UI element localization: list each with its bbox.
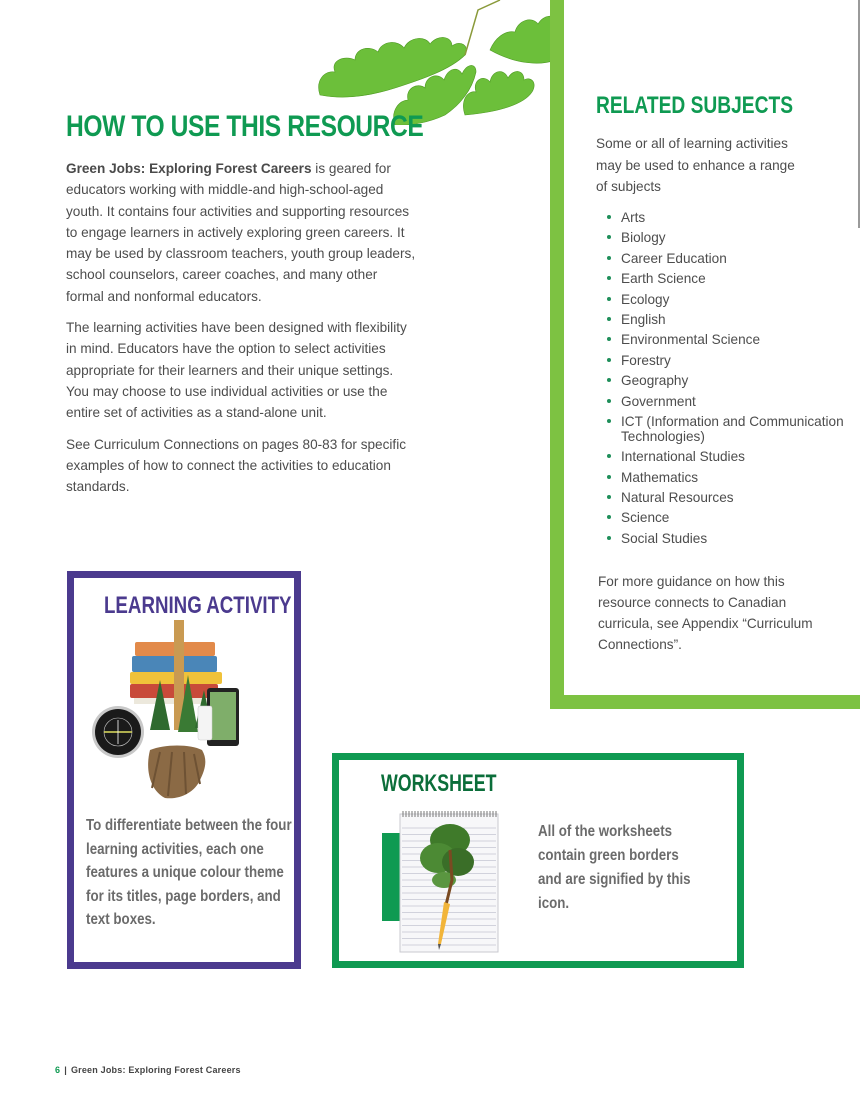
learning-activity-illustration-icon: [90, 620, 250, 800]
subject-item: [606, 271, 846, 286]
related-subjects-intro: Some or all of learning activities may be used to enhance a range of subjects: [596, 136, 795, 194]
bullet-icon: [607, 475, 611, 479]
subject-item: [606, 230, 846, 245]
subject-label: English: [621, 311, 666, 327]
subject-item: [606, 490, 846, 505]
subject-item: [606, 251, 846, 266]
intro-paragraph-1: [66, 158, 416, 307]
bullet-icon: [607, 317, 611, 321]
worksheet-green-tab: [382, 833, 400, 921]
subject-label: International Studies: [621, 449, 745, 465]
learning-activity-text: To differentiate between the four learning activities, each one features a unique colour theme for its titles, page borders, and text boxes.: [86, 817, 292, 929]
page-footer: [55, 1065, 241, 1075]
bullet-icon: [607, 235, 611, 239]
subject-item: [606, 332, 846, 347]
footer-title: Green Jobs: Exploring Forest Careers: [70, 1065, 241, 1075]
subject-label: ICT (Information and Communication Technologies): [621, 413, 844, 444]
subject-label: Forestry: [621, 352, 671, 368]
subject-label: Ecology: [621, 291, 670, 307]
subject-label: Career Education: [621, 250, 727, 266]
subject-label: Science: [621, 510, 670, 526]
subject-label: Arts: [621, 210, 646, 225]
intro-paragraph-3: See Curriculum Connections on pages 80-83 for specific examples of how to connect the activities to education standards.: [66, 436, 407, 495]
worksheet-text: All of the worksheets contain green borders and are signified by this icon.: [538, 823, 691, 912]
bullet-icon: [607, 515, 611, 519]
subject-item: [606, 414, 846, 444]
bullet-icon: [607, 454, 611, 458]
bullet-icon: [607, 399, 611, 403]
bullet-icon: [607, 276, 611, 280]
bullet-icon: [607, 256, 611, 260]
subject-label: Social Studies: [621, 530, 708, 546]
bullet-icon: [607, 378, 611, 382]
bullet-icon: [607, 215, 611, 219]
learning-activity-title: LEARNING ACTIVITY: [104, 592, 292, 619]
worksheet-title: WORKSHEET: [381, 770, 497, 797]
subject-item: [606, 470, 846, 485]
subject-label: Natural Resources: [621, 490, 734, 506]
subject-item: [606, 373, 846, 388]
bullet-icon: [607, 536, 611, 540]
bullet-icon: [607, 419, 611, 423]
subject-item: [606, 510, 846, 525]
subject-item: [606, 353, 846, 368]
bullet-icon: [607, 337, 611, 341]
subject-item: [606, 312, 846, 327]
intro-paragraph-1-text: is geared for educators working with middle-and high-school-aged youth. It contains four activities and supporting resources to engage learners in actively exploring green careers. It may be used by classroom teachers, youth group leaders, school counselors, career coaches, and many other formal and nonformal educators.: [66, 161, 416, 304]
related-subjects-list: [606, 210, 846, 551]
subject-item: [606, 210, 846, 225]
bullet-icon: [607, 358, 611, 362]
footer-separator: |: [64, 1065, 67, 1075]
intro-paragraph-2: The learning activities have been designed with flexibility in mind. Educators have the option to select activities appropriate for their learners and their unique settings. You may choose to use individual activities or use the entire set of activities as a stand-alone unit.: [66, 320, 407, 421]
subject-label: Biology: [621, 230, 666, 246]
page-title: HOW TO USE THIS RESOURCE: [66, 110, 424, 143]
worksheet-notepad-tree-icon: [380, 810, 500, 955]
subject-label: Mathematics: [621, 469, 699, 485]
bullet-icon: [607, 495, 611, 499]
resource-title: Green Jobs: Exploring Forest Careers: [66, 161, 312, 176]
subject-item: [606, 292, 846, 307]
related-subjects-title: RELATED SUBJECTS: [596, 92, 793, 119]
subject-label: Environmental Science: [621, 332, 761, 348]
phone: [198, 706, 212, 740]
bullet-icon: [607, 297, 611, 301]
subject-label: Earth Science: [621, 271, 706, 287]
subject-item: [606, 531, 846, 546]
subject-label: Government: [621, 393, 696, 409]
page-number: 6: [55, 1065, 61, 1075]
related-subjects-guidance: For more guidance on how this resource connects to Canadian curricula, see Appendix “Curriculum Connections”.: [598, 574, 813, 652]
oak-leaves-decoration: [300, 0, 555, 125]
subject-item: [606, 394, 846, 409]
subject-label: Geography: [621, 373, 689, 389]
intro-body: [66, 158, 416, 507]
subject-item: [606, 449, 846, 464]
